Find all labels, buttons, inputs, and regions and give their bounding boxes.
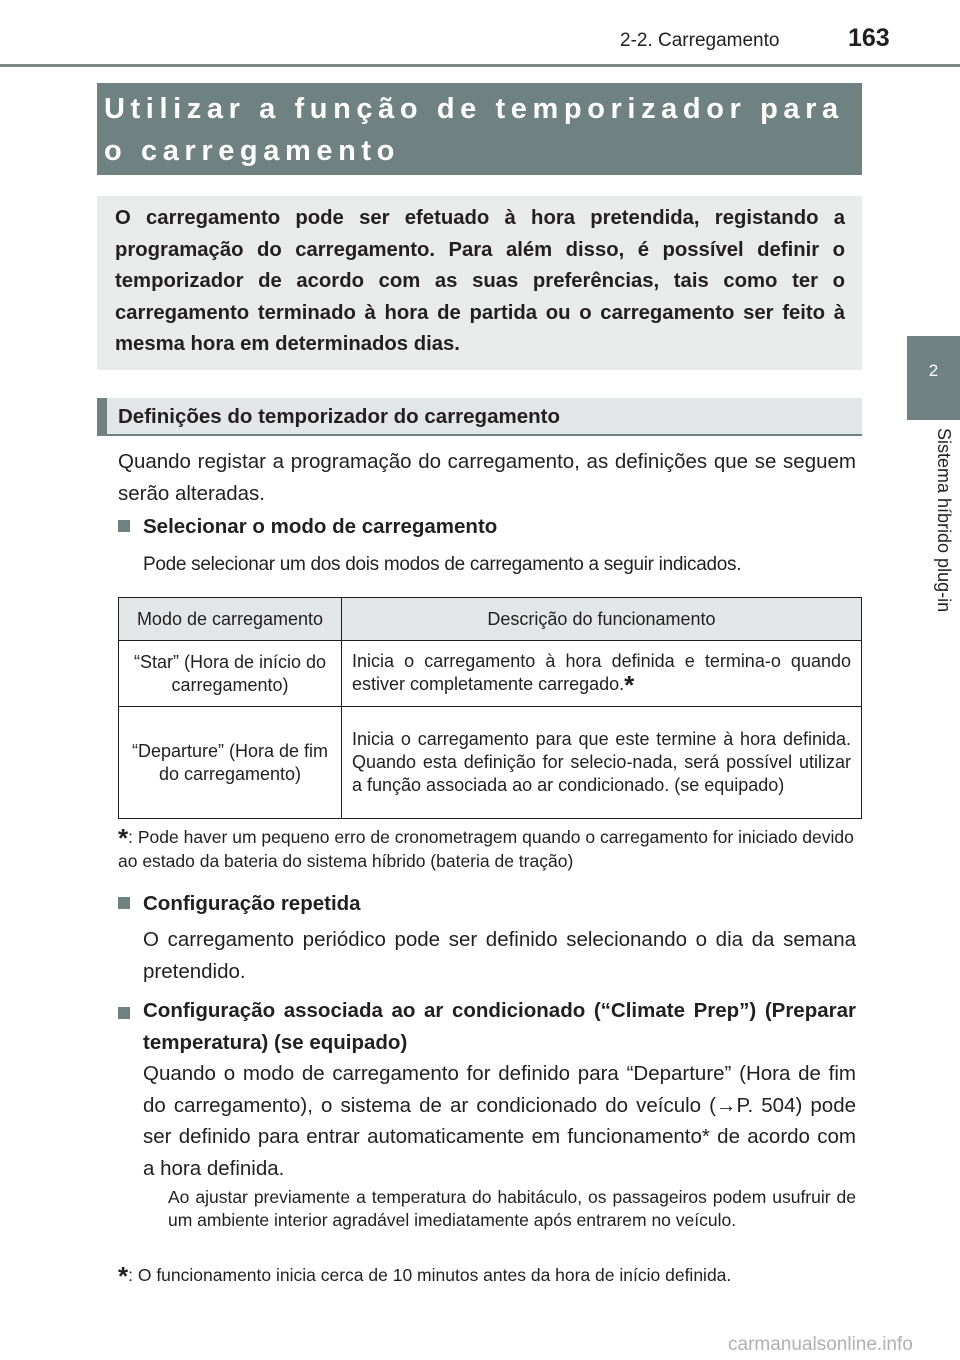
lead-paragraph: Quando registar a programação do carregamento, as definições que se seguem serão alteradas. bbox=[118, 450, 856, 505]
section-header: 2-2. Carregamento bbox=[620, 30, 780, 51]
table-cell-description-text: Inicia o carregamento à hora definida e termina-o quando estiver completamente carregado. bbox=[352, 651, 851, 694]
footnote-mark: * bbox=[118, 1261, 129, 1291]
intro-text: O carregamento pode ser efetuado à hora pretendida, registando a programação do carregamento. Para além disso, é possível definir o temporizador de acordo com as suas preferências, tais como ter o carregamento terminado à hora de partida ou o carregamento ser feito à mesma hora em determinados dias. bbox=[115, 207, 845, 355]
subheading-accent bbox=[97, 398, 107, 436]
footnote-mark: * bbox=[118, 823, 129, 853]
footnote-mark: * bbox=[624, 670, 635, 700]
page-number: 163 bbox=[848, 24, 890, 52]
table-cell-description bbox=[342, 641, 862, 707]
table-cell-mode: “Star” (Hora de início do carregamento) bbox=[119, 641, 342, 707]
footnote-1-text: : Pode haver um pequeno erro de cronometragem quando o carregamento for iniciado devido ao estado da bateria do sistema híbrido (bateria de tração) bbox=[118, 827, 854, 871]
footnote-2-text: : O funcionamento inicia cerca de 10 minutos antes da hora de início definida. bbox=[128, 1265, 732, 1285]
item1-heading: Selecionar o modo de carregamento bbox=[143, 515, 498, 538]
table-row bbox=[119, 707, 862, 819]
table-cell-mode: “Departure” (Hora de fim do carregamento) bbox=[119, 707, 342, 819]
item1-text: Pode selecionar um dos dois modos de carregamento a seguir indicados. bbox=[143, 554, 742, 575]
chapter-label: Sistema híbrido plug-in bbox=[934, 428, 954, 613]
table-header-description: Descrição do funcionamento bbox=[342, 598, 862, 641]
item2-heading: Configuração repetida bbox=[143, 892, 361, 915]
watermark: carmanualsonline.info bbox=[728, 1334, 913, 1355]
item3-text: Quando o modo de carregamento for definido para “Departure” (Hora de fim do carregamento), o sistema de ar condicionado do veículo (→P. 504) pode ser definido para entrar automaticamente em funcionamento* de acordo com a hora definida. bbox=[143, 1062, 856, 1180]
footnote-2 bbox=[118, 1261, 862, 1291]
charging-modes-table bbox=[118, 597, 862, 819]
bullet-square-icon bbox=[118, 1007, 130, 1019]
item3-heading: Configuração associada ao ar condicionado (“Climate Prep”) (Preparar temperatura) (se equipado) bbox=[143, 999, 856, 1054]
table-header-row bbox=[119, 598, 862, 641]
table-header-mode: Modo de carregamento bbox=[119, 598, 342, 641]
table-cell-description: Inicia o carregamento para que este termine à hora definida. Quando esta definição for selecio-nada, será possível utilizar a função associada ao ar condicionado. (se equipado) bbox=[342, 707, 862, 819]
footnote-1 bbox=[118, 823, 862, 873]
item2-text: O carregamento periódico pode ser definido selecionando o dia da semana pretendido. bbox=[143, 928, 856, 983]
header-divider bbox=[0, 64, 960, 67]
subheading: Definições do temporizador do carregamento bbox=[118, 405, 560, 428]
chapter-tab: 2 bbox=[907, 336, 960, 420]
table-row bbox=[119, 641, 862, 707]
page-title: Utilizar a função de temporizador para o carregamento bbox=[104, 93, 844, 167]
bullet-square-icon bbox=[118, 897, 130, 909]
item3-note: Ao ajustar previamente a temperatura do habitáculo, os passageiros podem usufruir de um ambiente interior agradável imediatamente após entrarem no veículo. bbox=[168, 1187, 856, 1230]
bullet-square-icon bbox=[118, 520, 130, 532]
